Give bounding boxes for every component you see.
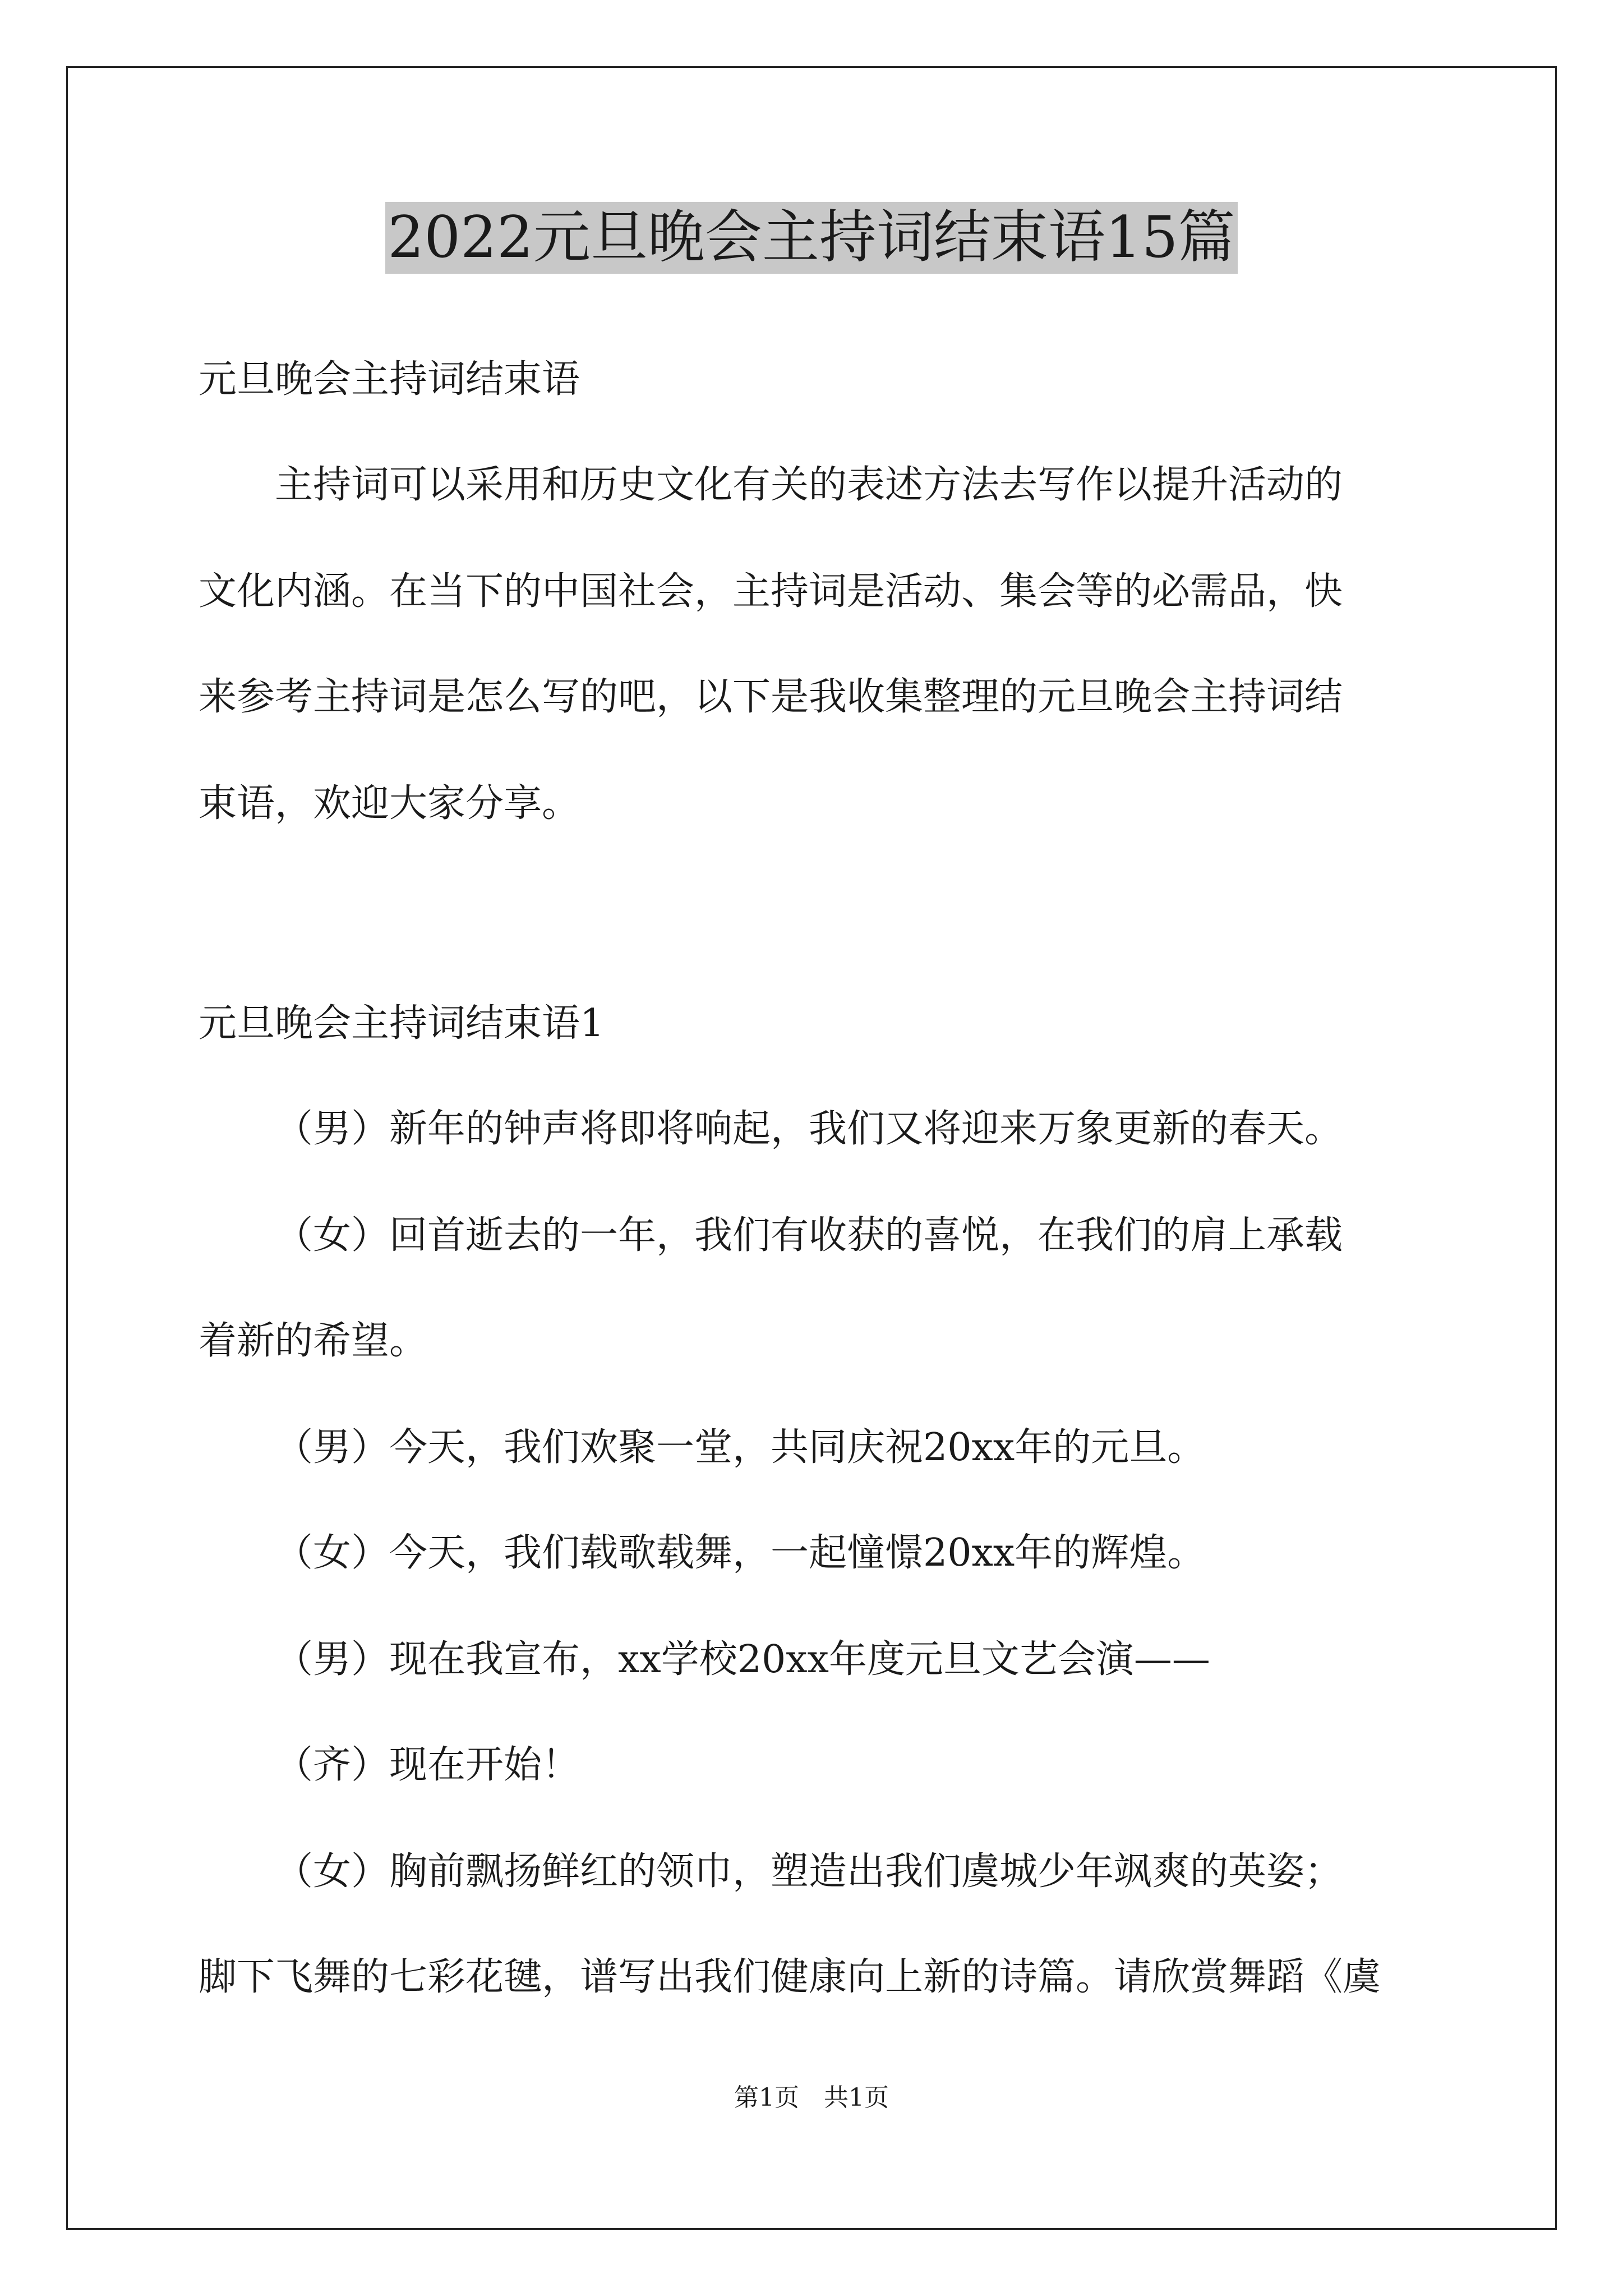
section-heading: 元旦晚会主持词结束语	[199, 357, 580, 402]
paragraph-line: 束语，欢迎大家分享。	[199, 781, 580, 826]
paragraph-line: 文化内涵。在当下的中国社会，主持词是活动、集会等的必需品，快	[199, 569, 1343, 614]
paragraph-line: 着新的希望。	[199, 1319, 428, 1363]
title-container	[0, 202, 1623, 274]
section-heading: 元旦晚会主持词结束语1	[199, 1001, 605, 1046]
paragraph-line: 主持词可以采用和历史文化有关的表述方法去写作以提升活动的	[275, 463, 1343, 507]
paragraph-line: （齐）现在开始！	[275, 1743, 580, 1787]
paragraph-line: 脚下飞舞的七彩花毽，谱写出我们健康向上新的诗篇。请欣赏舞蹈《虞	[199, 1955, 1381, 1999]
paragraph-line: 来参考主持词是怎么写的吧，以下是我收集整理的元旦晚会主持词结	[199, 675, 1343, 719]
paragraph-line: （男）今天，我们欢聚一堂，共同庆祝20xx年的元旦。	[275, 1425, 1206, 1470]
paragraph-line: （女）今天，我们载歌载舞，一起憧憬20xx年的辉煌。	[275, 1531, 1206, 1575]
page-footer: 第1页 共1页	[734, 2083, 889, 2112]
paragraph-line: （女）回首逝去的一年，我们有收获的喜悦，在我们的肩上承载	[275, 1213, 1343, 1258]
paragraph-line: （女）胸前飘扬鲜红的领巾，塑造出我们虞城少年飒爽的英姿；	[275, 1849, 1343, 1894]
document-title: 2022元旦晚会主持词结束语15篇	[385, 202, 1237, 274]
paragraph-line: （男）现在我宣布，xx学校20xx年度元旦文艺会演——	[275, 1637, 1210, 1682]
paragraph-line: （男）新年的钟声将即将响起，我们又将迎来万象更新的春天。	[275, 1107, 1343, 1151]
